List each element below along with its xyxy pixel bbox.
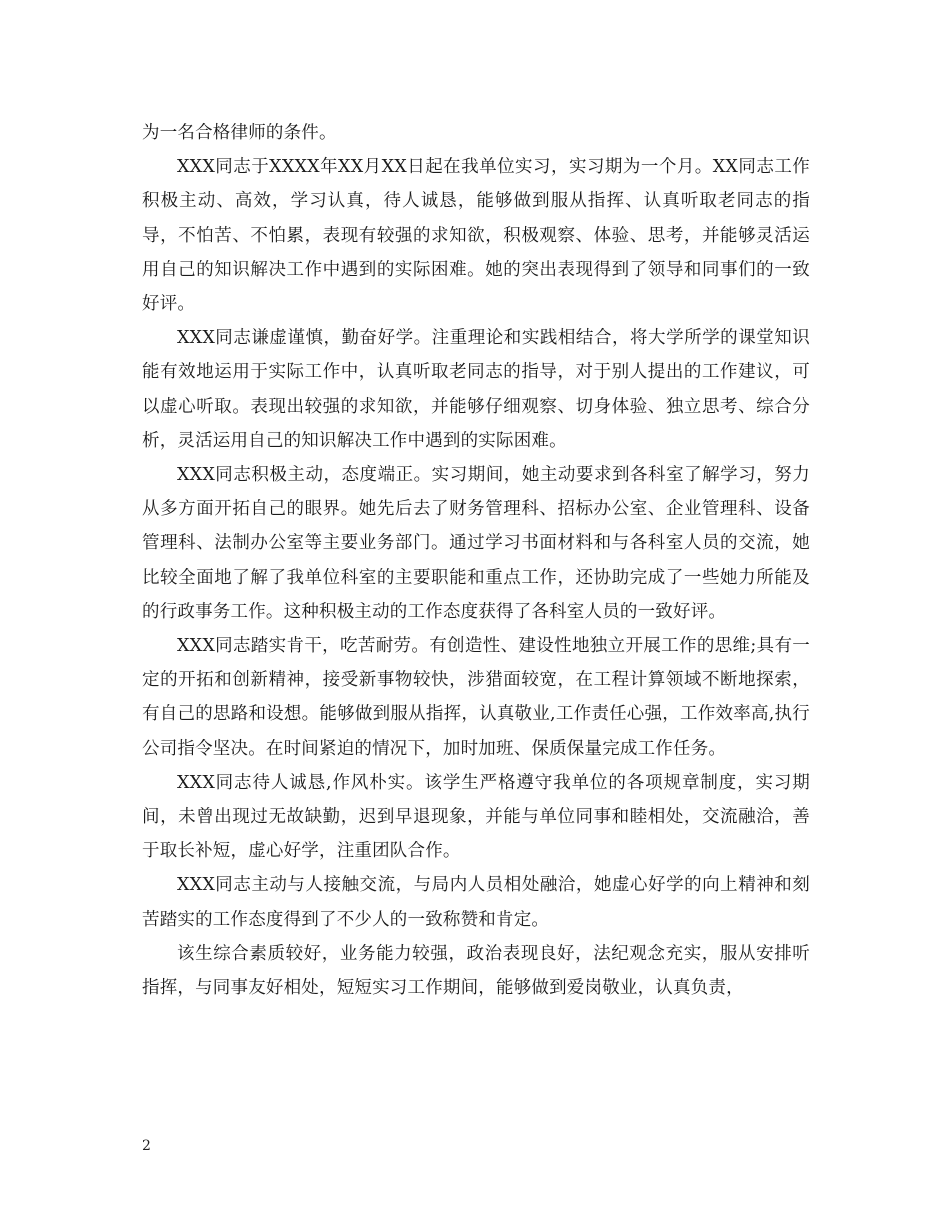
paragraph-internship-intro: XXX同志于XXXX年XX月XX日起在我单位实习，实习期为一个月。XX同志工作积极主动、高效，学习认真，待人诚恳，能够做到服从指挥、认真听取老同志的指导，不怕苦、不怕累，表现有较强的求知欲，积极观察、体验、思考，并能够灵活运用自己的知识解决工作中遇到的实际困难。她的突出表现得到了领导和同事们的一致好评。 xyxy=(142,157,810,315)
paragraph-proactive: XXX同志积极主动，态度端正。实习期间，她主动要求到各科室了解学习，努力从多方面开拓自己的眼界。她先后去了财务管理科、招标办公室、企业管理科、设备管理科、法制办公室等主要业务部门。通过学习书面材料和与各科室人员的交流，她比较全面地了解了我单位科室的主要职能和重点工作，还协助完成了一些她力所能及的行政事务工作。这种积极主动的工作态度获得了各科室人员的一致好评。 xyxy=(142,465,810,622)
page-number: 2 xyxy=(142,1138,151,1154)
paragraph-continuation: 为一名合格律师的条件。 xyxy=(142,123,337,143)
paragraph-sincere: XXX同志待人诚恳,作风朴实。该学生严格遵守我单位的各项规章制度，实习期间，未曾出现过无故缺勤，迟到早退现象，并能与单位同事和睦相处，交流融洽，善于取长补短，虚心好学，注重团队合作。 xyxy=(142,772,810,862)
paragraph-hardworking: XXX同志踏实肯干，吃苦耐劳。有创造性、建设性地独立开展工作的思维;具有一定的开拓和创新精神，接受新事物较快，涉猎面较宽，在工程计算领域不断地探索，有自己的思路和设想。能够做到服从指挥，认真敬业,工作责任心强，工作效率高,执行公司指令坚决。在时间紧迫的情况下，加时加班、保质保量完成工作任务。 xyxy=(142,636,810,759)
document-body xyxy=(142,116,810,1005)
paragraph-overall-quality: 该生综合素质较好，业务能力较强，政治表现良好，法纪观念充实，服从安排听指挥，与同事友好相处，短短实习工作期间，能够做到爱岗敬业，认真负责， xyxy=(142,943,810,999)
paragraph-communication: XXX同志主动与人接触交流，与局内人员相处融洽，她虚心好学的向上精神和刻苦踏实的工作态度得到了不少人的一致称赞和肯定。 xyxy=(142,875,810,930)
paragraph-modest-diligent: XXX同志谦虚谨慎，勤奋好学。注重理论和实践相结合，将大学所学的课堂知识能有效地运用于实际工作中，认真听取老同志的指导，对于别人提出的工作建议，可以虚心听取。表现出较强的求知欲，并能够仔细观察、切身体验、独立思考、综合分析，灵活运用自己的知识解决工作中遇到的实际困难。 xyxy=(142,328,810,451)
